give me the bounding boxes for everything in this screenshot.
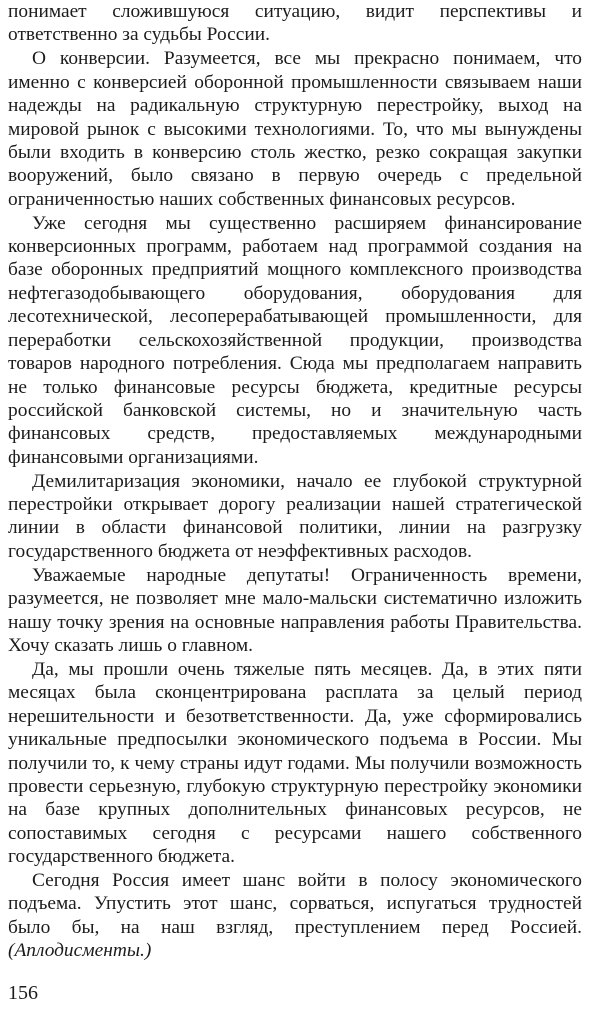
paragraph-text: Да, мы прошли очень тяжелые пять месяцев. Да, в этих пяти месяцах была сконцентрирована расплата за целый период нерешительности и безответственности. Да, уже сформировались уникальные предпосылки экономического подъема в России. Мы получили то, к чему страны идут годами. Мы получили возможность провести серьезную, глубокую структурную перестройку экономики на базе крупных дополнительных финансовых ресурсов, не сопоставимых сегодня с ресурсами нашего собственного государственного бюджета.	[8, 658, 582, 868]
paragraph-conversion	[8, 47, 582, 211]
paragraph-text: Уважаемые народные депутаты! Ограниченность времени, разумеется, не позволяет мне мало-мальски систематично изложить нашу точку зрения на основные направления работы Правительства. Хочу сказать лишь о главном.	[8, 564, 582, 656]
applause-note: (Аплодисменты.)	[8, 940, 152, 962]
paragraph-five-months	[8, 658, 582, 869]
page-number: 156	[8, 982, 38, 1004]
paragraph-demilitarization	[8, 470, 582, 564]
paragraph-deputies	[8, 564, 582, 658]
book-page	[8, 0, 582, 1021]
paragraph-chance	[8, 869, 582, 963]
paragraph-continuation	[8, 0, 582, 47]
paragraph-text: Демилитаризация экономики, начало ее глубокой структурной перестройки открывает дорогу реализации нашей стратегической линии в области финансовой политики, линии на разгрузку государственного бюджета от неэффективных расходов.	[8, 470, 582, 562]
paragraph-text: Уже сегодня мы существенно расширяем финансирование конверсионных программ, работаем над программой создания на базе оборонных предприятий мощного комплексного производства нефтегазодобывающего оборудования, оборудования для лесотехнической, лесоперерабатывающей промышленности, для переработки сельскохозяйственной продукции, производства товаров народного потребления. Сюда мы предполагаем направить не только финансовые ресурсы бюджета, кредитные ресурсы российской банковской системы, но и значительную часть финансовых средств, предоставляемых международными финансовыми организациями.	[8, 212, 582, 468]
paragraph-text: понимает сложившуюся ситуацию, видит перспективы и ответственно за судьбы России.	[8, 1, 582, 46]
paragraph-text: Сегодня Россия имеет шанс войти в полосу экономического подъема. Упустить этот шанс, сорваться, испугаться трудностей было бы, на наш взгляд, преступлением перед Россией.	[8, 870, 582, 938]
paragraph-financing	[8, 212, 582, 469]
paragraph-text: О конверсии. Разумеется, все мы прекрасно понимаем, что именно с конверсией оборонной промышленности связываем наши надежды на радикальную структурную перестройку, выход на мировой рынок с высокими технологиями. То, что мы вынуждены были входить в конверсию столь жестко, резко сокращая закупки вооружений, было связано в первую очередь с предельной ограниченностью наших собственных финансовых ресурсов.	[8, 48, 582, 210]
